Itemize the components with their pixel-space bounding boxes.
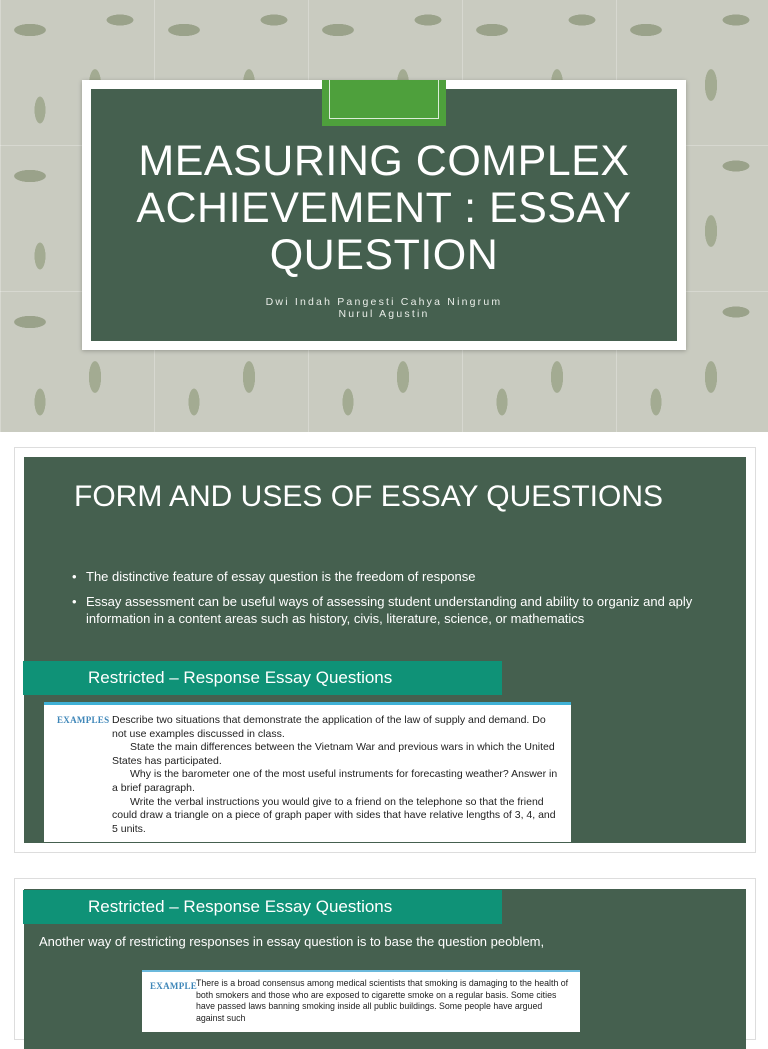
bullet-list — [72, 568, 712, 635]
bullet-icon: • — [72, 569, 77, 584]
section-banner — [23, 661, 502, 695]
example-item: State the main differences between the Vietnam War and previous wars in which the United States has participated. — [112, 741, 555, 767]
section-banner-label: Restricted – Response Essay Questions — [88, 668, 393, 687]
bullet-text: Essay assessment can be useful ways of assessing student understanding and ability to organiz and aply information in a content areas such as history, civis, literature, science, or mathematics — [86, 594, 693, 626]
section-banner-2 — [23, 890, 502, 924]
bullet-text: The distinctive feature of essay question is the freedom of response — [86, 569, 476, 584]
bullet-item — [72, 593, 712, 627]
example-text-2: There is a broad consensus among medical scientists that smoking is damaging to the health of both smokers and those who are exposed to cigarette smoke on a regular basis. Some cities have passed laws banning smoking inside all public buildings. Some people have argued against such — [196, 978, 569, 1023]
slide-heading: FORM AND USES OF ESSAY QUESTIONS — [74, 480, 663, 513]
example-image-2 — [142, 970, 580, 1032]
example-label-2: EXAMPLE — [150, 981, 198, 991]
bullet-icon: • — [72, 594, 77, 609]
bullet-item — [72, 568, 712, 585]
accent-tab — [322, 80, 446, 126]
example-item: Write the verbal instructions you would give to a friend on the telephone so that the friend could draw a triangle on a piece of graph paper with sides that have relative lengths of 3, 4, and 5 units. — [112, 795, 556, 835]
author-name: Nurul Agustin — [338, 308, 430, 320]
example-item: Why is the barometer one of the most useful instruments for forecasting weather? Answer in a brief paragraph. — [112, 768, 558, 794]
presentation-title: MEASURING COMPLEX ACHIEVEMENT : ESSAY QUESTION — [136, 137, 632, 279]
authors — [91, 296, 677, 320]
example-image — [44, 702, 571, 842]
slide-text: Another way of restricting responses in essay question is to base the question peoblem, — [39, 934, 545, 949]
example-item: Describe two situations that demonstrate the application of the law of supply and demand. Do not use examples discussed in class. — [112, 714, 546, 740]
example-label: EXAMPLES — [57, 715, 110, 725]
example-text — [112, 714, 560, 836]
author-name: Dwi Indah Pangesti Cahya Ningrum — [265, 296, 503, 308]
accent-tab-border — [329, 80, 439, 119]
section-banner-2-label: Restricted – Response Essay Questions — [88, 897, 393, 916]
